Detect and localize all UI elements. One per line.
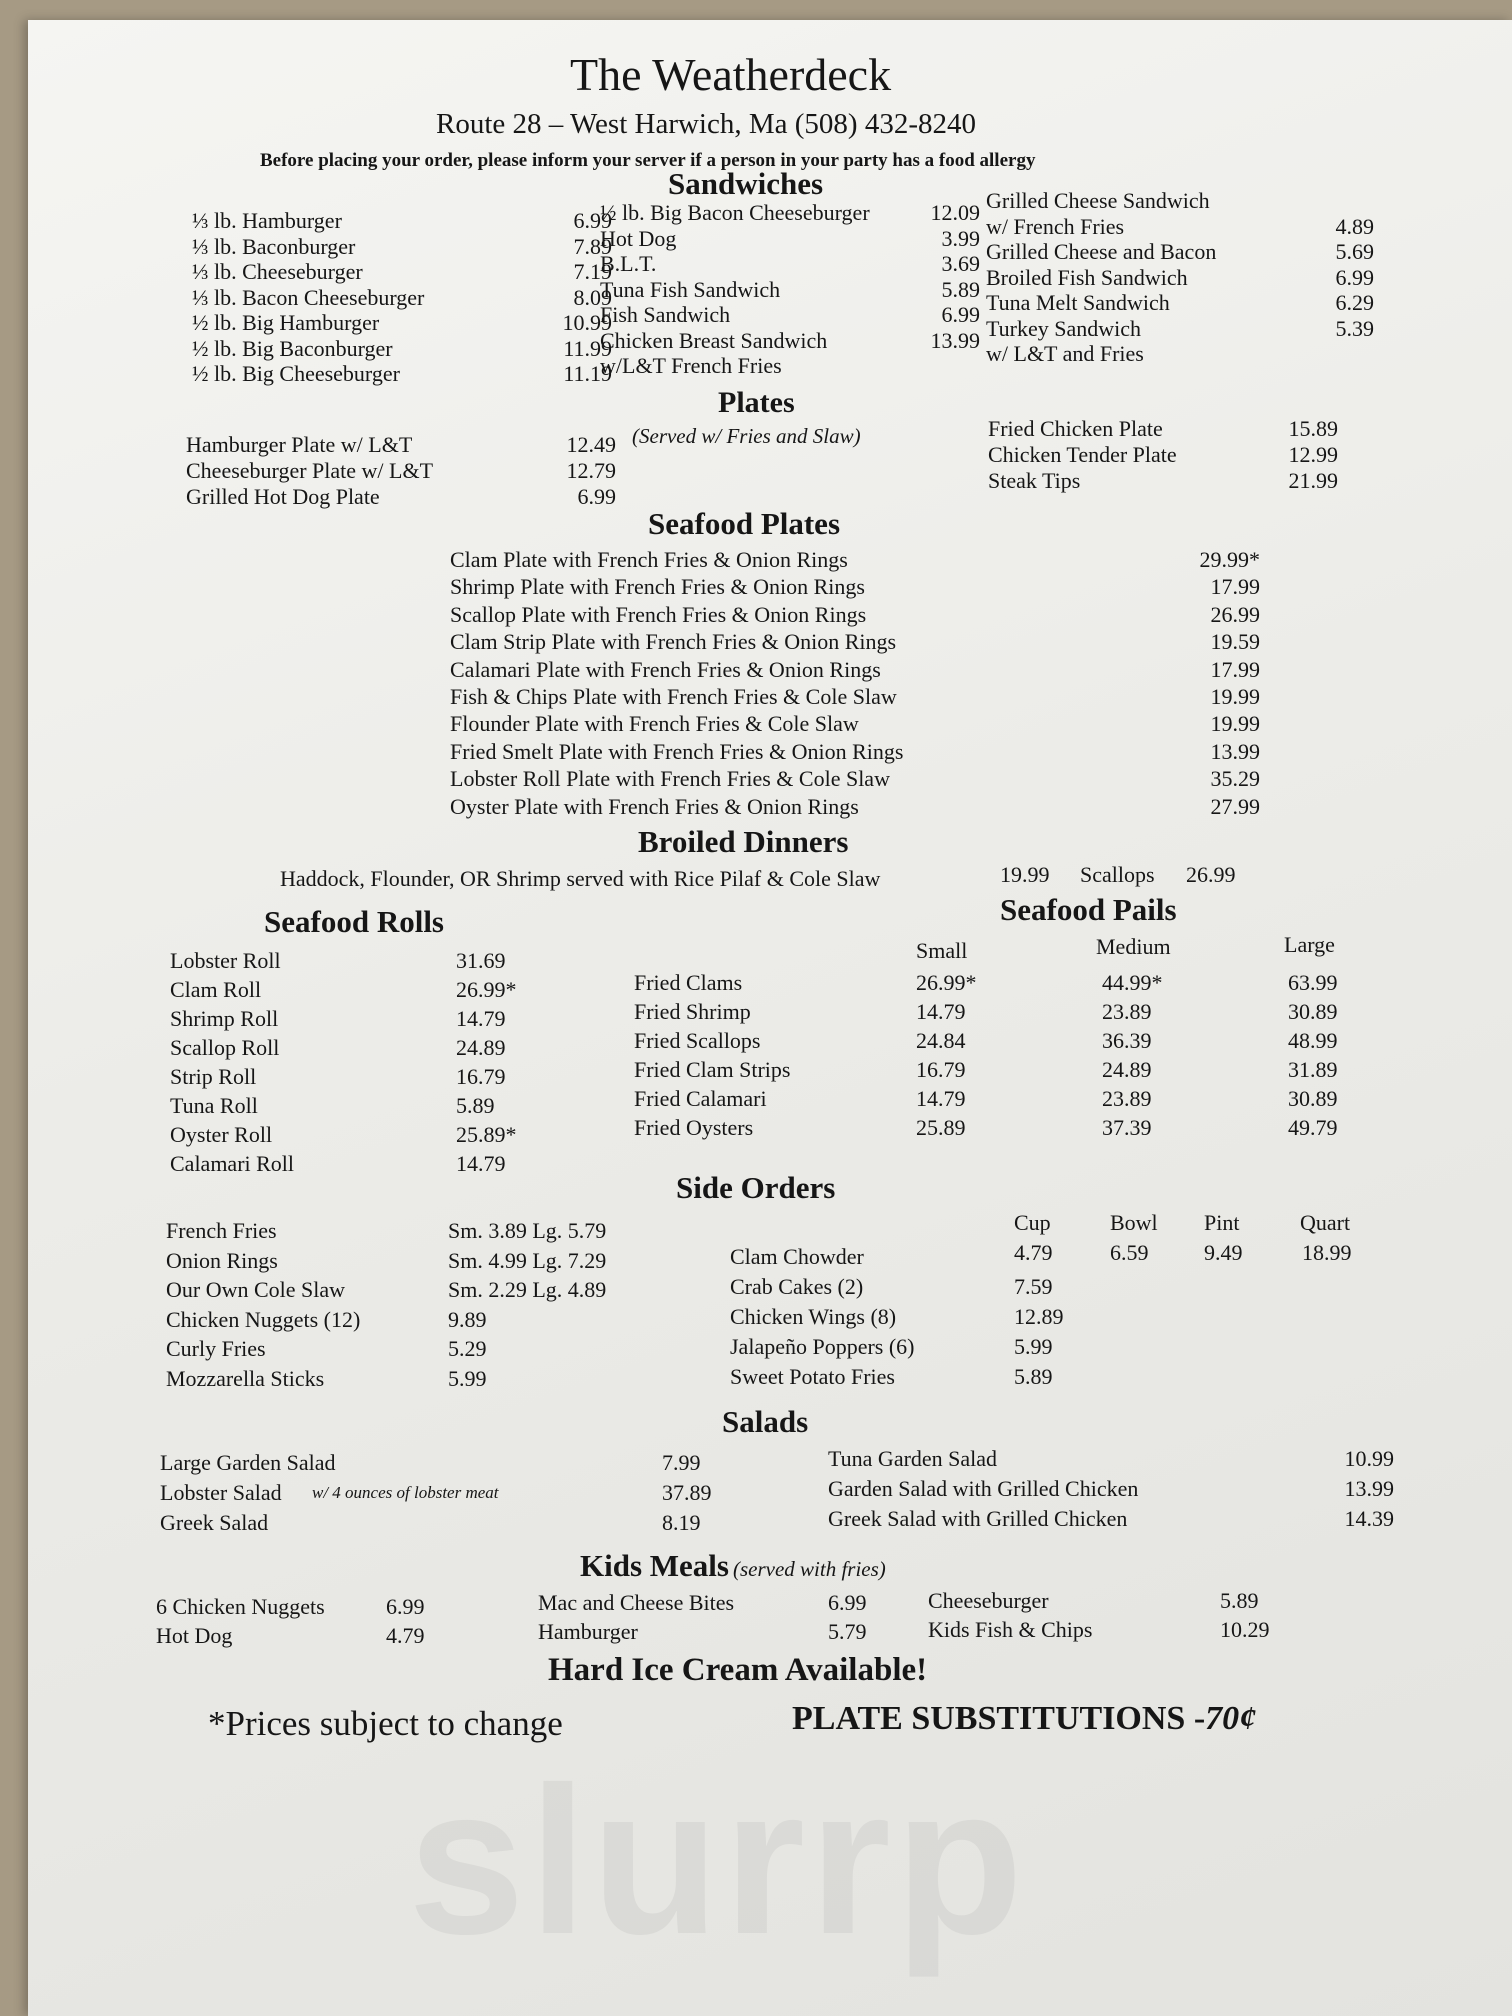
item-price: Sm. 3.89 Lg. 5.79	[448, 1218, 607, 1243]
item-name: Tuna Garden Salad	[828, 1446, 998, 1471]
menu-item	[166, 1275, 607, 1305]
menu-item	[450, 573, 1260, 600]
watermark-logo: slurrp	[408, 1743, 1028, 1978]
menu-item	[170, 1091, 495, 1120]
broiled-dinners-price: 19.99	[1000, 862, 1050, 887]
pail-name: Fried Clam Strips	[634, 1057, 791, 1082]
item-price: 31.69	[456, 948, 506, 973]
item-name: ½ lb. Big Cheeseburger	[192, 361, 400, 386]
item-name: Fish & Chips Plate with French Fries & Cole Slaw	[450, 683, 897, 709]
pail-small: 16.79	[916, 1057, 966, 1082]
item-name: Curly Fries	[166, 1336, 266, 1361]
menu-item	[538, 1617, 867, 1646]
clam-chowder-name: Clam Chowder	[730, 1244, 864, 1269]
ice-cream-note: Hard Ice Cream Available!	[548, 1652, 928, 1688]
menu-item	[170, 1004, 506, 1033]
item-name: Lobster Roll Plate with French Fries & Cole Slaw	[450, 766, 890, 792]
side-orders-right	[730, 1272, 1150, 1392]
restaurant-address: Route 28 – West Harwich, Ma (508) 432-8240	[436, 108, 976, 140]
salads-heading: Salads	[722, 1404, 809, 1439]
item-price: 9.89	[448, 1306, 487, 1332]
plate-substitutions-label: PLATE SUBSTITUTIONS -	[792, 1700, 1206, 1737]
menu-item	[170, 1033, 506, 1062]
item-name: Garden Salad with Grilled Chicken	[828, 1476, 1139, 1501]
item-name: ⅓ lb. Bacon Cheeseburger	[192, 284, 425, 310]
plates-note: (Served w/ Fries and Slaw)	[632, 424, 861, 448]
seafood-pails-heading: Seafood Pails	[1000, 892, 1177, 927]
item-name: Large Garden Salad	[160, 1450, 336, 1475]
plates-left	[186, 432, 616, 510]
pail-medium: 23.89	[1102, 999, 1152, 1024]
scallops-price: 26.99	[1186, 862, 1236, 887]
menu-item	[450, 601, 1260, 628]
item-price: 26.99*	[456, 977, 517, 1002]
broiled-dinners-heading: Broiled Dinners	[638, 824, 849, 859]
menu-item	[986, 188, 1374, 214]
menu-item	[166, 1216, 607, 1246]
menu-item	[828, 1504, 1394, 1534]
item-price: 4.89	[1335, 213, 1374, 239]
menu-item	[828, 1444, 1394, 1474]
menu-item	[450, 710, 1260, 737]
item-price: 10.99	[562, 310, 612, 335]
item-price: 25.89*	[456, 1122, 517, 1147]
item-price: 12.99	[1288, 442, 1338, 467]
pail-name: Fried Oysters	[634, 1115, 754, 1140]
menu-item	[170, 946, 506, 975]
item-price: 37.89	[662, 1480, 712, 1505]
menu-item	[186, 484, 616, 510]
menu-item	[986, 290, 1374, 316]
item-name: Crab Cakes (2)	[730, 1274, 864, 1299]
pails-size-medium: Medium	[1096, 934, 1171, 959]
item-name: ⅓ lb. Hamburger	[192, 208, 342, 233]
item-price: 5.29	[448, 1336, 487, 1361]
item-price: 21.99	[1288, 468, 1338, 493]
item-name: Mozzarella Sticks	[166, 1365, 325, 1391]
pail-name: Fried Clams	[634, 970, 743, 995]
item-name: Flounder Plate with French Fries & Cole Slaw	[450, 711, 859, 737]
kids-meals-heading: Kids Meals	[580, 1548, 729, 1583]
menu-item	[450, 546, 1260, 573]
sandwiches-col3	[986, 188, 1374, 367]
item-name: Tuna Roll	[170, 1093, 258, 1118]
pail-small: 25.89	[916, 1115, 966, 1140]
item-price: Sm. 2.29 Lg. 4.89	[448, 1277, 607, 1302]
item-name: ½ lb. Big Baconburger	[192, 335, 393, 361]
item-price: 12.09	[930, 200, 980, 225]
pail-row	[634, 997, 1394, 1026]
item-name: Lobster Salad	[160, 1480, 282, 1505]
item-name: Clam Roll	[170, 977, 262, 1002]
item-price: 6.99	[941, 302, 980, 327]
item-name: Onion Rings	[166, 1247, 278, 1273]
plates-right	[988, 416, 1338, 494]
item-price: 14.39	[1344, 1506, 1394, 1531]
item-name: Hot Dog	[600, 225, 677, 251]
item-price: 11.19	[563, 361, 612, 386]
side-size-cup: Cup	[1014, 1210, 1051, 1235]
item-price: 26.99	[1210, 601, 1260, 627]
item-name: Strip Roll	[170, 1064, 257, 1089]
item-name: Hamburger	[538, 1619, 638, 1644]
item-name: Cheeseburger Plate w/ L&T	[186, 458, 434, 483]
menu-item	[600, 353, 980, 379]
pail-large: 30.89	[1288, 999, 1338, 1024]
item-name: Turkey Sandwich	[986, 315, 1142, 341]
item-price: 5.99	[1014, 1334, 1053, 1359]
menu-item	[186, 432, 616, 458]
side-size-bowl: Bowl	[1110, 1210, 1158, 1235]
item-name: w/L&T French Fries	[600, 353, 782, 378]
menu-item	[730, 1332, 1150, 1362]
pail-medium: 36.39	[1102, 1028, 1152, 1053]
menu-item	[450, 765, 1260, 792]
item-price: 8.09	[573, 284, 612, 310]
menu-item	[730, 1302, 1150, 1332]
item-price: 12.49	[566, 432, 616, 457]
menu-sheet	[28, 20, 1512, 2016]
salad-row	[160, 1478, 720, 1508]
menu-item	[600, 200, 980, 226]
plate-substitutions-price: 70¢	[1205, 1700, 1257, 1737]
menu-item	[450, 793, 1260, 820]
prices-note: *Prices subject to change	[208, 1704, 563, 1743]
menu-item	[166, 1334, 566, 1364]
pail-medium: 24.89	[1102, 1057, 1152, 1082]
plate-substitutions	[792, 1700, 1256, 1738]
item-name: Clam Strip Plate with French Fries & Onion Rings	[450, 629, 897, 655]
pail-name: Fried Calamari	[634, 1086, 767, 1111]
sandwiches-col2	[600, 200, 980, 379]
item-price: 7.99	[662, 1450, 701, 1475]
pail-large: 31.89	[1288, 1057, 1338, 1082]
menu-item	[186, 458, 616, 484]
item-name: Chicken Wings (8)	[730, 1304, 897, 1329]
menu-item	[828, 1474, 1394, 1504]
pail-row	[634, 1113, 1394, 1142]
menu-item	[156, 1621, 456, 1650]
item-name: Chicken Tender Plate	[988, 442, 1177, 467]
item-price: 5.99	[448, 1365, 487, 1391]
item-price: 7.19	[573, 259, 612, 284]
item-name: Grilled Hot Dog Plate	[186, 484, 380, 509]
menu-item	[450, 656, 1260, 683]
menu-item	[166, 1246, 607, 1276]
menu-item	[170, 975, 517, 1004]
item-name: ⅓ lb. Baconburger	[192, 233, 356, 259]
item-price: 6.99	[577, 484, 616, 509]
sandwiches-col1	[192, 208, 612, 387]
menu-item	[450, 738, 1260, 765]
menu-item	[988, 468, 1338, 494]
menu-item	[192, 336, 612, 362]
seafood-rolls-list	[170, 946, 517, 1178]
kids-meals-header	[580, 1548, 886, 1584]
item-name: Greek Salad with Grilled Chicken	[828, 1506, 1128, 1531]
item-name: Grilled Cheese Sandwich	[986, 188, 1210, 213]
seafood-plates-heading: Seafood Plates	[648, 506, 841, 541]
item-price: 12.89	[1014, 1304, 1064, 1329]
allergy-notice: Before placing your order, please inform your server if a person in your party has a food allergy	[260, 150, 1036, 171]
menu-item	[600, 251, 980, 277]
item-price: 11.99	[563, 335, 612, 361]
item-name: ½ lb. Big Hamburger	[192, 310, 380, 335]
menu-item	[988, 416, 1338, 442]
seafood-rolls-heading: Seafood Rolls	[264, 904, 444, 939]
item-price: 29.99*	[1199, 547, 1260, 572]
item-price: 13.99	[930, 327, 980, 353]
item-price: 7.59	[1014, 1274, 1053, 1299]
menu-item	[986, 214, 1374, 240]
item-price: 14.79	[456, 1151, 506, 1176]
menu-item	[928, 1615, 1270, 1644]
item-name: Clam Plate with French Fries & Onion Rings	[450, 547, 848, 572]
item-name: 6 Chicken Nuggets	[156, 1594, 325, 1619]
pail-medium: 44.99*	[1102, 970, 1163, 995]
item-name: B.L.T.	[600, 251, 657, 276]
item-price: 17.99	[1210, 574, 1260, 600]
plates-heading: Plates	[718, 386, 795, 419]
menu-item	[986, 341, 1374, 367]
menu-item	[192, 285, 612, 311]
item-name: Fish Sandwich	[600, 302, 731, 327]
side-orders-left	[166, 1216, 607, 1393]
item-name: Lobster Roll	[170, 948, 281, 973]
item-name: Mac and Cheese Bites	[538, 1590, 735, 1615]
menu-item	[986, 316, 1374, 342]
item-note: w/ 4 ounces of lobster meat	[312, 1483, 499, 1502]
item-price: 5.69	[1335, 239, 1374, 264]
item-name: w/ L&T and Fries	[986, 341, 1144, 366]
salads-left	[160, 1448, 720, 1538]
pail-row	[634, 968, 1394, 997]
item-name: French Fries	[166, 1218, 277, 1243]
pail-name: Fried Scallops	[634, 1028, 761, 1053]
side-orders-heading: Side Orders	[676, 1170, 836, 1205]
scallops-label: Scallops	[1080, 862, 1155, 887]
item-price: 10.29	[1220, 1617, 1270, 1642]
salad-row	[160, 1448, 720, 1478]
item-name: Jalapeño Poppers (6)	[730, 1334, 915, 1359]
item-price: 6.99	[386, 1594, 425, 1619]
pail-large: 48.99	[1288, 1028, 1338, 1053]
menu-item	[986, 239, 1374, 265]
menu-item	[170, 1062, 506, 1091]
item-price: 10.99	[1344, 1446, 1394, 1471]
item-name: Tuna Melt Sandwich	[986, 290, 1170, 315]
item-price: 17.99	[1210, 656, 1260, 682]
item-name: Scallop Roll	[170, 1035, 280, 1060]
item-price: 35.29	[1210, 766, 1260, 792]
item-price: 15.89	[1288, 416, 1338, 441]
item-name: Calamari Roll	[170, 1151, 295, 1176]
item-name: Shrimp Roll	[170, 1006, 279, 1031]
pail-row	[634, 1055, 1394, 1084]
item-price: 5.39	[1335, 315, 1374, 341]
pail-name: Fried Shrimp	[634, 999, 751, 1024]
item-name: Kids Fish & Chips	[928, 1617, 1093, 1642]
item-price: 19.99	[1210, 711, 1260, 737]
item-price: 8.19	[662, 1510, 701, 1535]
menu-item	[538, 1588, 867, 1617]
menu-item	[192, 310, 612, 336]
restaurant-title: The Weatherdeck	[570, 49, 892, 100]
menu-item	[730, 1362, 1150, 1392]
item-name: Scallop Plate with French Fries & Onion Rings	[450, 601, 867, 627]
side-size-pint: Pint	[1204, 1210, 1240, 1235]
pail-small: 14.79	[916, 1086, 966, 1111]
menu-item	[192, 361, 612, 387]
menu-item	[166, 1305, 566, 1335]
menu-item	[600, 277, 980, 303]
item-name: Fried Chicken Plate	[988, 416, 1163, 441]
item-price: 16.79	[456, 1064, 506, 1089]
side-size-quart: Quart	[1300, 1210, 1351, 1235]
menu-item	[450, 628, 1260, 655]
menu-item	[192, 208, 612, 234]
menu-item	[730, 1272, 1150, 1302]
sandwiches-heading: Sandwiches	[668, 166, 824, 201]
item-price: 5.79	[828, 1619, 867, 1644]
menu-item	[170, 1120, 517, 1149]
pail-medium: 23.89	[1102, 1086, 1152, 1111]
item-name: Hot Dog	[156, 1623, 233, 1648]
clam-chowder-quart: 18.99	[1302, 1240, 1352, 1265]
menu-item	[156, 1592, 456, 1621]
menu-item	[600, 302, 980, 328]
item-price: 7.89	[573, 233, 612, 259]
pail-large: 63.99	[1288, 970, 1338, 995]
kids-meals-note: (served with fries)	[732, 1557, 886, 1581]
item-name: Steak Tips	[988, 468, 1081, 493]
item-name: Tuna Fish Sandwich	[600, 276, 781, 302]
menu-item	[170, 1149, 506, 1178]
item-price: 5.89	[1014, 1364, 1053, 1389]
item-price: 5.89	[456, 1093, 495, 1118]
pail-medium: 37.39	[1102, 1115, 1152, 1140]
menu-item	[192, 234, 612, 260]
kids-col1	[156, 1592, 456, 1650]
kids-col3	[928, 1586, 1270, 1644]
item-price: 27.99	[1210, 793, 1260, 819]
item-name: Cheeseburger	[928, 1588, 1049, 1613]
menu-item	[986, 265, 1374, 291]
pails-size-small: Small	[916, 938, 968, 963]
item-name: Chicken Breast Sandwich	[600, 327, 828, 353]
item-price: 13.99	[1210, 738, 1260, 764]
item-price: 3.99	[941, 225, 980, 251]
item-name: Our Own Cole Slaw	[166, 1277, 346, 1302]
item-name: Hamburger Plate w/ L&T	[186, 432, 413, 457]
item-name: Grilled Cheese and Bacon	[986, 239, 1217, 264]
item-price: 6.99	[1335, 264, 1374, 290]
kids-col2	[538, 1588, 867, 1646]
clam-chowder-bowl: 6.59	[1110, 1240, 1149, 1265]
item-price: 5.89	[1220, 1588, 1259, 1613]
seafood-pails-table	[634, 968, 1394, 1142]
item-name: Chicken Nuggets (12)	[166, 1306, 361, 1332]
item-price: 5.89	[941, 276, 980, 302]
salad-row	[160, 1508, 720, 1538]
pail-row	[634, 1084, 1394, 1113]
clam-chowder-pint: 9.49	[1204, 1240, 1243, 1265]
item-name: Oyster Plate with French Fries & Onion Rings	[450, 793, 859, 819]
item-price: 14.79	[456, 1006, 506, 1031]
pail-small: 26.99*	[916, 970, 977, 995]
item-name: Broiled Fish Sandwich	[986, 264, 1188, 290]
item-name: Sweet Potato Fries	[730, 1364, 895, 1389]
menu-item	[928, 1586, 1259, 1615]
item-price: 3.69	[941, 251, 980, 276]
menu-item	[166, 1364, 566, 1394]
item-name: Greek Salad	[160, 1510, 269, 1535]
item-price: 4.79	[386, 1623, 425, 1648]
pail-large: 30.89	[1288, 1086, 1338, 1111]
item-name: Calamari Plate with French Fries & Onion Rings	[450, 656, 881, 682]
item-name: Shrimp Plate with French Fries & Onion Rings	[450, 574, 865, 600]
pails-size-large: Large	[1284, 932, 1335, 957]
menu-item	[600, 226, 980, 252]
item-price: Sm. 4.99 Lg. 7.29	[448, 1247, 607, 1273]
menu-item	[450, 683, 1260, 710]
menu-item	[988, 442, 1338, 468]
item-price: 6.29	[1335, 290, 1374, 315]
item-name: Oyster Roll	[170, 1122, 273, 1147]
clam-chowder-cup: 4.79	[1014, 1240, 1053, 1265]
pail-row	[634, 1026, 1394, 1055]
item-name: w/ French Fries	[986, 213, 1125, 239]
item-price: 24.89	[456, 1035, 506, 1060]
item-price: 6.99	[573, 208, 612, 233]
item-name: Fried Smelt Plate with French Fries & Onion Rings	[450, 738, 904, 764]
item-price: 12.79	[566, 458, 616, 483]
item-price: 19.99	[1210, 683, 1260, 709]
item-price: 13.99	[1344, 1476, 1394, 1501]
menu-item	[192, 259, 612, 285]
pail-large: 49.79	[1288, 1115, 1338, 1140]
item-name: ⅓ lb. Cheeseburger	[192, 259, 363, 284]
item-price: 19.59	[1210, 629, 1260, 655]
salads-right	[828, 1444, 1394, 1534]
menu-item	[600, 328, 980, 354]
broiled-dinners-line: Haddock, Flounder, OR Shrimp served with Rice Pilaf & Cole Slaw	[280, 866, 881, 891]
pail-small: 24.84	[916, 1028, 966, 1053]
pail-small: 14.79	[916, 999, 966, 1024]
item-price: 6.99	[828, 1590, 867, 1615]
seafood-plates-list	[450, 546, 1260, 820]
item-name: ½ lb. Big Bacon Cheeseburger	[600, 200, 870, 225]
